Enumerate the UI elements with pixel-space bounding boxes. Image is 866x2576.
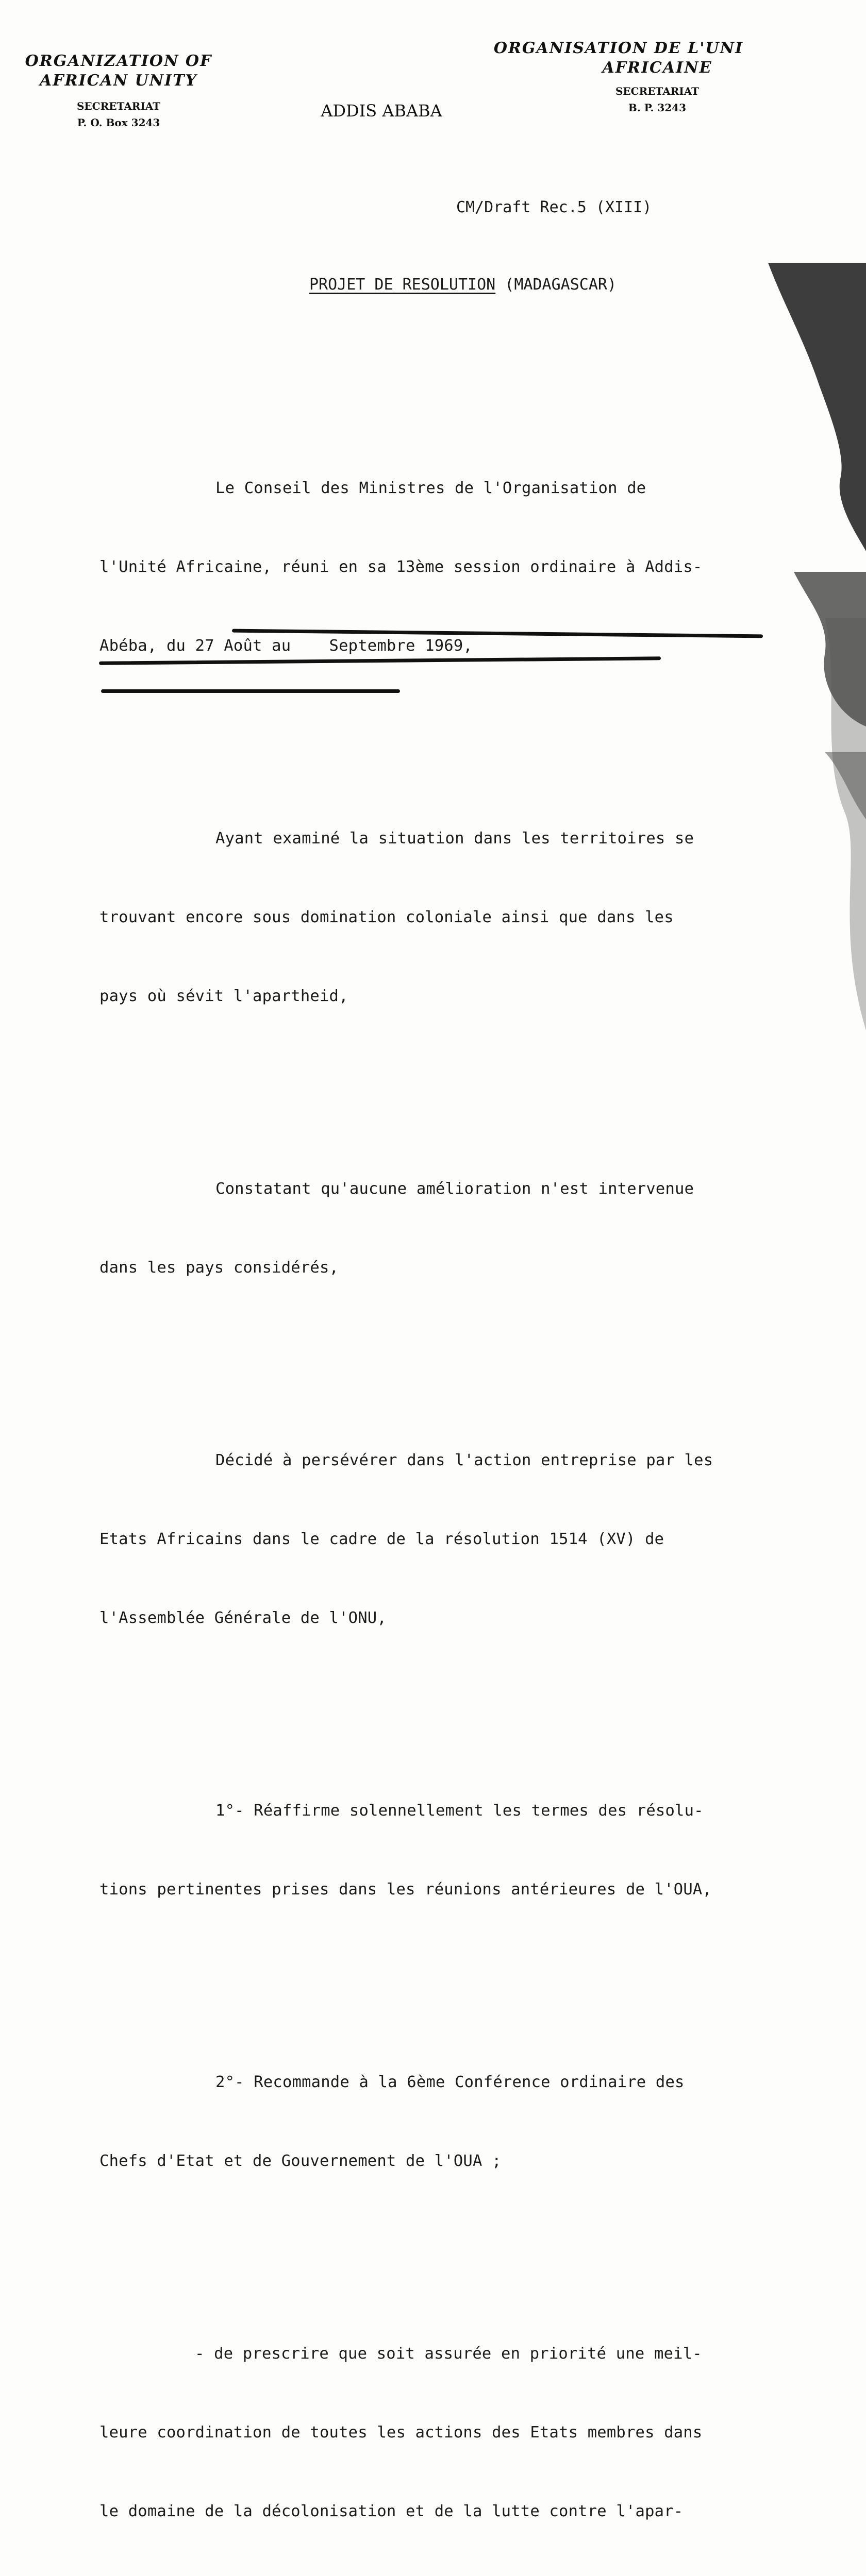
title-main: PROJET DE RESOLUTION [309, 276, 496, 294]
paragraph-constatant [99, 1123, 770, 1333]
text-line: leure coordination de toutes les actions des Etats membres dans [99, 2424, 703, 2442]
text-line: Abéba, du 27 Août au Septembre 1969, [99, 637, 473, 655]
text-line: trouvant encore sous domination coloniale ainsi que dans les [99, 908, 674, 926]
text-line: 1°- Réaffirme solennellement les termes des résolu- [215, 1802, 704, 1820]
secretariat-fr: SECRETARIAT [615, 85, 700, 97]
text-line: le domaine de la décolonisation et de la lutte contre l'apar- [99, 2502, 684, 2520]
text-line: - de prescrire que soit assurée en priorité une meil- [195, 2345, 702, 2363]
resolution-body [99, 370, 770, 2576]
paragraph-prescrire [99, 2288, 770, 2576]
text-line: Ayant examiné la situation dans les territoires se [215, 829, 694, 848]
text-line: Le Conseil des Ministres de l'Organisation de [215, 479, 646, 497]
text-line: Etats Africains dans le cadre de la résolution 1514 (XV) de [99, 1530, 664, 1548]
org-name-fr-line2: AFRICAINE [602, 59, 712, 77]
document-reference: CM/Draft Rec.5 (XIII) [456, 198, 652, 216]
bp-fr: B. P. 3243 [628, 101, 687, 114]
text-line: Chefs d'Etat et de Gouvernement de l'OUA ; [99, 2152, 502, 2170]
text-line: l'Unité Africaine, réuni en sa 13ème session ordinaire à Addis- [99, 558, 703, 576]
text-line: pays où sévit l'apartheid, [99, 987, 348, 1005]
text-line: l'Assemblée Générale de l'ONU, [99, 1609, 387, 1627]
text-line: tions pertinentes prises dans les réunions antérieures de l'OUA, [99, 1880, 712, 1899]
org-name-en-line1: ORGANIZATION OF [25, 52, 212, 70]
paragraph-recommande [99, 2016, 770, 2227]
text-line: Décidé à persévérer dans l'action entreprise par les [215, 1451, 713, 1469]
secretariat-en: SECRETARIAT [76, 100, 161, 112]
paragraph-reaffirme [99, 1745, 770, 1955]
org-name-en-line2: AFRICAN UNITY [40, 72, 197, 90]
text-line: 2°- Recommande à la 6ème Conférence ordinaire des [215, 2073, 685, 2091]
paragraph-ayant-examine [99, 773, 770, 1062]
letterhead-city: ADDIS ABABA [321, 101, 442, 121]
title-country: (MADAGASCAR) [505, 276, 617, 294]
text-line: Constatant qu'aucune amélioration n'est intervenue [215, 1180, 694, 1198]
paragraph-preamble [99, 422, 770, 711]
letterhead-english [10, 52, 227, 131]
text-line: dans les pays considérés, [99, 1259, 339, 1277]
handwritten-strike-mark [101, 689, 400, 693]
document-title [309, 276, 617, 294]
paragraph-decide [99, 1395, 770, 1684]
po-box-en: P. O. Box 3243 [77, 116, 160, 129]
org-name-fr-line1: ORGANISATION DE L'UNI [493, 39, 744, 57]
page-edge-speckle [804, 618, 866, 1030]
letterhead-french [474, 39, 763, 116]
